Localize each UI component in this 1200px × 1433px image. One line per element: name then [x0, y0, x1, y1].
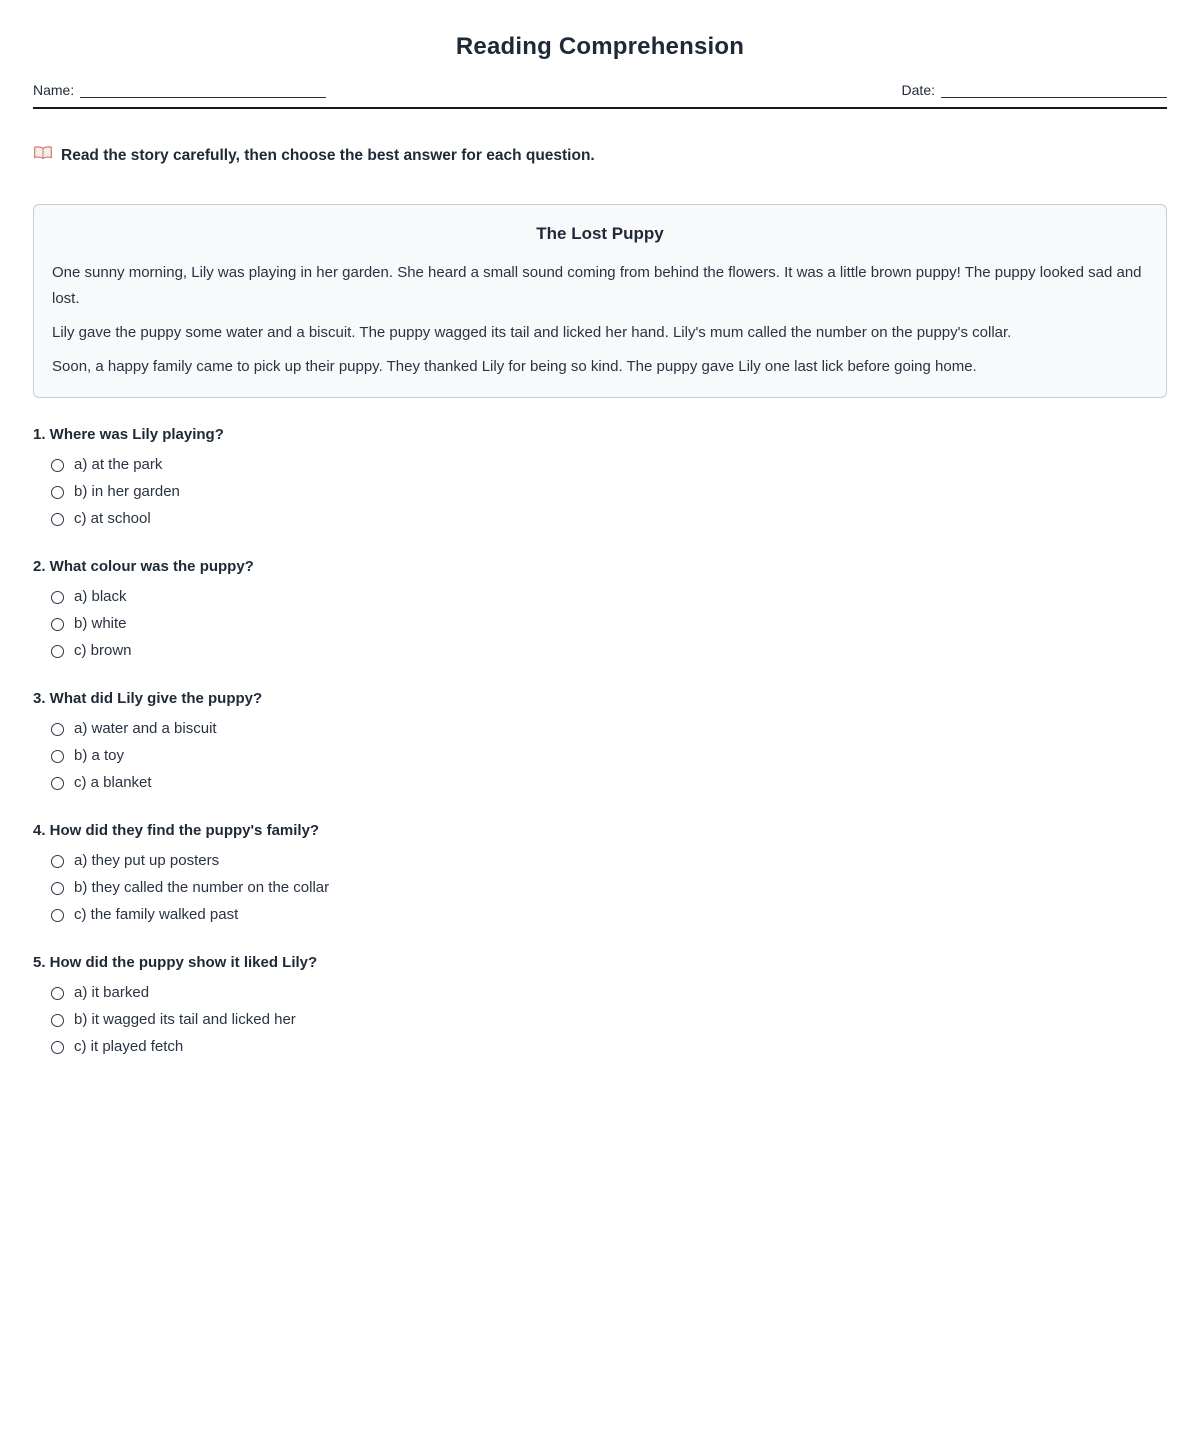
- answer-option[interactable]: [33, 772, 1167, 794]
- option-label: c) a blanket: [74, 774, 152, 791]
- radio-button-icon[interactable]: [51, 591, 64, 604]
- option-label: a) at the park: [74, 456, 163, 473]
- radio-button-icon[interactable]: [51, 987, 64, 1000]
- radio-button-icon[interactable]: [51, 645, 64, 658]
- instruction-text: [33, 145, 1167, 166]
- option-label: a) water and a biscuit: [74, 720, 217, 737]
- radio-button-icon[interactable]: [51, 750, 64, 763]
- option-label: a) it barked: [74, 984, 150, 1001]
- option-label: b) a toy: [74, 747, 125, 764]
- radio-button-icon[interactable]: [51, 459, 64, 472]
- name-label: Name:: [33, 82, 75, 98]
- answer-option[interactable]: [33, 745, 1167, 767]
- name-field-line: [80, 84, 326, 98]
- answer-option[interactable]: [33, 454, 1167, 476]
- question-block-2: [33, 556, 1167, 662]
- option-label: c) it played fetch: [74, 1038, 184, 1055]
- option-label: b) it wagged its tail and licked her: [74, 1011, 296, 1028]
- question-title: 2. What colour was the puppy?: [33, 558, 254, 575]
- answer-option[interactable]: [33, 508, 1167, 530]
- answer-option[interactable]: [33, 1036, 1167, 1058]
- questions-section: [33, 424, 1167, 1058]
- option-label: a) they put up posters: [74, 852, 220, 869]
- date-field-line: [941, 84, 1167, 98]
- story-title: The Lost Puppy: [536, 224, 664, 243]
- date-label: Date:: [901, 82, 935, 98]
- header-divider: [33, 107, 1167, 109]
- option-label: a) black: [74, 588, 127, 605]
- answer-option[interactable]: [33, 877, 1167, 899]
- option-label: c) the family walked past: [74, 906, 239, 923]
- story-paragraph: Lily gave the puppy some water and a biscuit. The puppy wagged its tail and licked her hand. Lily's mum called the number on the puppy's collar.: [52, 324, 1012, 341]
- story-paragraph: One sunny morning, Lily was playing in her garden. She heard a small sound coming from behind the flowers. It was a little brown puppy! The puppy looked sad and lost.: [52, 264, 1142, 307]
- story-box: [33, 204, 1167, 398]
- page-title: Reading Comprehension: [455, 33, 745, 60]
- instruction-label: Read the story carefully, then choose the best answer for each question.: [61, 146, 595, 164]
- question-block-1: [33, 424, 1167, 530]
- answer-option[interactable]: [33, 586, 1167, 608]
- story-paragraph: Soon, a happy family came to pick up their puppy. They thanked Lily for being so kind. The puppy gave Lily one last lick before going home.: [52, 358, 977, 375]
- question-block-4: [33, 820, 1167, 926]
- answer-option[interactable]: [33, 640, 1167, 662]
- radio-button-icon[interactable]: [51, 855, 64, 868]
- radio-button-icon[interactable]: [51, 777, 64, 790]
- option-label: b) they called the number on the collar: [74, 879, 330, 896]
- option-label: c) at school: [74, 510, 151, 527]
- radio-button-icon[interactable]: [51, 909, 64, 922]
- name-date-row: [33, 82, 1167, 98]
- question-block-3: [33, 688, 1167, 794]
- question-title: 4. How did they find the puppy's family?: [33, 822, 320, 839]
- answer-option[interactable]: [33, 982, 1167, 1004]
- radio-button-icon[interactable]: [51, 1014, 64, 1027]
- question-title: 1. Where was Lily playing?: [33, 426, 224, 443]
- option-label: b) white: [74, 615, 127, 632]
- answer-option[interactable]: [33, 1009, 1167, 1031]
- question-title: 3. What did Lily give the puppy?: [33, 690, 263, 707]
- answer-option[interactable]: [33, 850, 1167, 872]
- answer-option[interactable]: [33, 904, 1167, 926]
- radio-button-icon[interactable]: [51, 723, 64, 736]
- radio-button-icon[interactable]: [51, 513, 64, 526]
- name-field: [33, 82, 326, 98]
- open-book-icon: [33, 145, 53, 166]
- answer-option[interactable]: [33, 718, 1167, 740]
- question-block-5: [33, 952, 1167, 1058]
- radio-button-icon[interactable]: [51, 882, 64, 895]
- answer-option[interactable]: [33, 481, 1167, 503]
- radio-button-icon[interactable]: [51, 486, 64, 499]
- option-label: c) brown: [74, 642, 132, 659]
- answer-option[interactable]: [33, 613, 1167, 635]
- option-label: b) in her garden: [74, 483, 180, 500]
- radio-button-icon[interactable]: [51, 1041, 64, 1054]
- question-title: 5. How did the puppy show it liked Lily?: [33, 954, 318, 971]
- radio-button-icon[interactable]: [51, 618, 64, 631]
- worksheet-page: [0, 33, 1200, 1058]
- date-field: [902, 82, 1167, 98]
